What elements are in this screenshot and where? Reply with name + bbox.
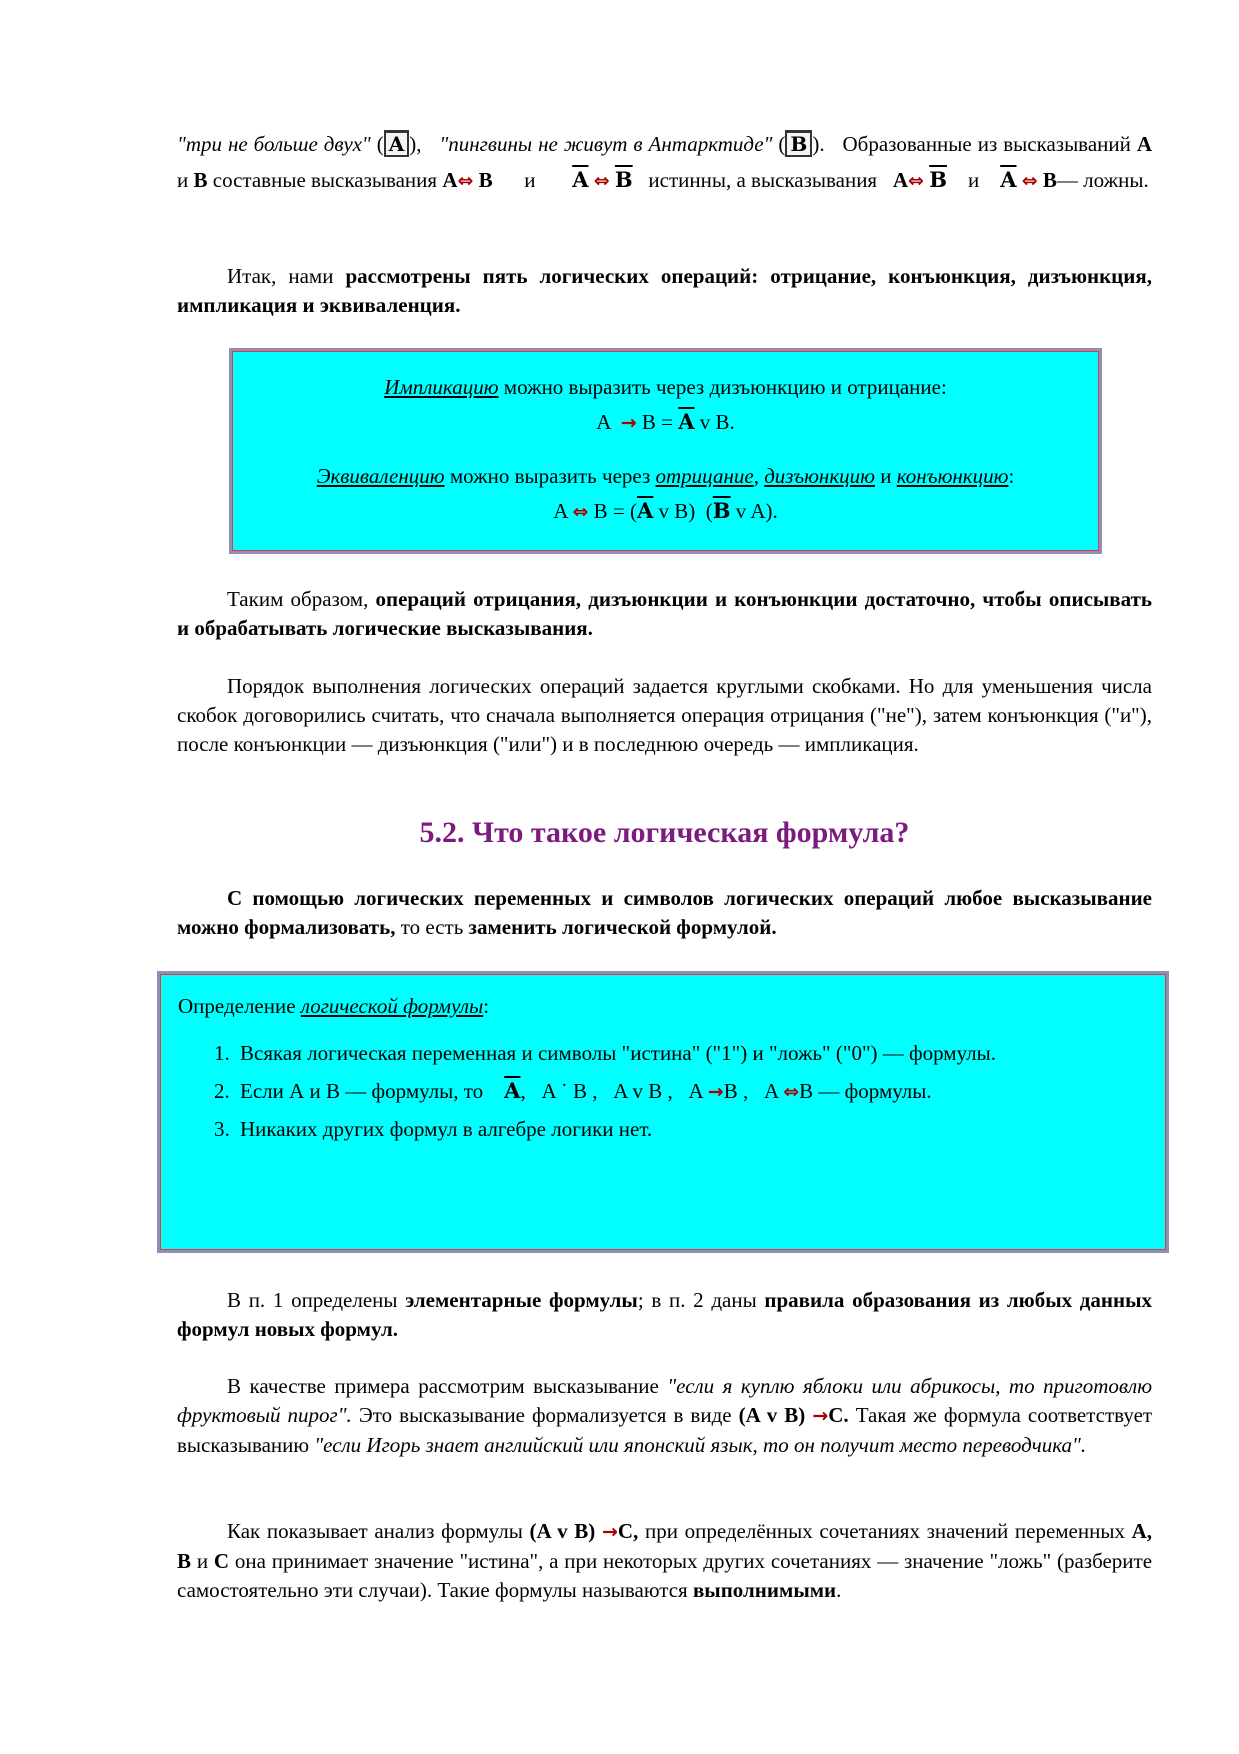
text: и (880, 464, 892, 488)
text: — ложны. (1056, 168, 1149, 192)
section-heading (177, 818, 1152, 847)
not-a-symbol: $\overline{A}$ (678, 409, 695, 434)
quote-penguins: "пингвины не живут в Антарктиде" (439, 132, 773, 156)
text: v B) (658, 499, 696, 523)
not-a-symbol: $\overline{A}$ (1000, 167, 1017, 192)
formula: C, (617, 1519, 639, 1543)
text: A (763, 1079, 778, 1103)
text: и (524, 168, 536, 192)
bold-text: элементарные формулы (405, 1288, 638, 1312)
var-b: B (193, 168, 208, 192)
arrow-icon: → (601, 1521, 618, 1543)
not-a-symbol: A (384, 130, 410, 157)
text: Итак, нами (227, 264, 334, 288)
paragraph-1: "три не больше двух" ( A ), "пингвины не живут в Антарктиде" ( B ). Образованные из высказываний A и B составные высказывания A⇔ B и $\overline{A}$ ⇔ $\overline{B}$ истинны, а высказывания A⇔ $\overline{B}$ и $\overline{A}$ ⇔ B— ложны. (177, 132, 1153, 192)
formula: (A v B) (738, 1403, 806, 1427)
definition-list (160, 1039, 1148, 1144)
equivalence-formula: A ⇔ $B = (\overline{A}$ v B) ($\overline{B}$ v A). (553, 498, 778, 523)
text: A (688, 1079, 703, 1103)
not-b-symbol: $\overline{B}$ (929, 167, 947, 192)
text: составные высказывания (212, 168, 438, 192)
text: Определение (178, 994, 296, 1018)
equiv-icon: ⇔ (593, 170, 610, 192)
text: и (196, 1549, 209, 1573)
text: A v B , (613, 1079, 673, 1103)
list-item: 1. Всякая логическая переменная и символы "истина" ("1") и "ложь" ("0") — формулы. (235, 1039, 1148, 1068)
formula: (A v B) (529, 1519, 596, 1543)
equiv-icon: ⇔ (572, 501, 589, 523)
text: можно выразить через (449, 464, 651, 488)
paragraph-7 (177, 1372, 1152, 1460)
bold-text: выполнимыми (692, 1578, 837, 1602)
paragraph-2 (177, 262, 1152, 320)
conjunction-link[interactable]: конъюнкцию (896, 464, 1009, 488)
text: Таким образом, (227, 587, 369, 611)
text: A (553, 499, 568, 523)
text: B = ( (593, 499, 637, 523)
text: то есть (400, 915, 464, 939)
bold-text: заменить логической формулой. (468, 915, 777, 939)
list-item: 2. Если А и В — формулы, то $\overline{A}$, A ˙ B , A v B , A →B , A ⇔B — формулы. (235, 1076, 1148, 1107)
text: B = (641, 410, 673, 434)
quote: "если я куплю яблоки или абрикосы, то приготовлю фруктовый пирог". (177, 1374, 1153, 1427)
text: A (596, 410, 611, 434)
negation-link[interactable]: отрицание (655, 464, 754, 488)
text: В качестве примера рассмотрим высказывание (227, 1374, 659, 1398)
var-b: B (1042, 168, 1057, 192)
note-box-implication: Импликацию можно выразить через дизъюнкцию и отрицание: $A \to B = \overline{A}$ v B. Эквиваленцию можно выразить через отрицание, дизъюнкцию и конъюнкцию: A ⇔ $B = (\overline{A}$ v B) ($\overline{B}$ v A). (229, 348, 1102, 554)
text: Если А и В — формулы, то (240, 1079, 484, 1103)
paragraph-4 (177, 672, 1152, 759)
text: В п. 1 определены (227, 1288, 398, 1312)
bold-text: операций отрицания, дизъюнкции и конъюнкции достаточно, чтобы описывать и обрабатывать логические высказывания. (177, 587, 1153, 640)
text: B (799, 1079, 814, 1103)
text: она принимает значение "истина", а при некоторых других сочетаниях — значение "ложь" (разберите самостоятельно эти случаи). Такие формулы называются (177, 1549, 1153, 1602)
not-b-symbol: $\overline{B}$ (614, 167, 633, 192)
section-title: 5.2. Что такое логическая формула? (419, 816, 910, 849)
text: — формулы. (818, 1079, 932, 1103)
text: истинны, а высказывания (648, 168, 878, 192)
text: Это высказывание формализуется в виде (358, 1403, 732, 1427)
variables: A, B (177, 1519, 1153, 1573)
text: . (836, 1578, 842, 1602)
text: Порядок выполнения логических операций задается круглыми скобками. Но для уменьшения числа скобок договорились считать, что сначала выполняется операция отрицания ("не"), затем конъюнкция ("и"), после конъюнкции — дизъюнкция ("или") и в последнюю очередь — импликация. (177, 674, 1152, 756)
var-b: B (478, 168, 493, 192)
quote: "если Игорь знает английский или японский язык, то он получит место переводчика". (314, 1433, 1087, 1457)
text: Образованные из высказываний (842, 132, 1131, 156)
equivalence-link[interactable]: Эквиваленцию (316, 464, 445, 488)
equiv-icon: ⇔ (457, 170, 474, 192)
bold-text: рассмотрены пять логических операций: отрицание, конъюнкция, дизъюнкция, импликация и эквиваленция. (177, 264, 1152, 317)
text: при определённых сочетаниях значений переменных (644, 1519, 1125, 1543)
paragraph-6 (177, 1286, 1152, 1344)
formula-link[interactable]: логической формулы (300, 994, 484, 1018)
list-item: 3. Никаких других формул в алгебре логики нет. (235, 1115, 1148, 1144)
text: v A). (735, 499, 778, 523)
var-a: A (1136, 132, 1153, 156)
paragraph-5 (177, 884, 1152, 942)
not-b-symbol: $\overline{B}$ (712, 498, 731, 523)
text: можно выразить через дизъюнкцию и отрицание: (503, 375, 947, 399)
variable: C (213, 1549, 230, 1573)
text: и (967, 168, 980, 192)
arrow-icon: → (812, 1405, 829, 1427)
disjunction-link[interactable]: дизъюнкцию (764, 464, 875, 488)
definition-box: Определение логической формулы: 1. Всякая логическая переменная и символы "истина" ("1") и "ложь" ("0") — формулы. 2. Если А и В — формулы, то $\overline{A}$, A ˙ B , A v B , A →B , A ⇔B — формулы. 3. Никаких других формул в алгебре логики нет. (157, 971, 1169, 1253)
not-a-symbol: $\overline{A}$ (504, 1078, 521, 1103)
var-a: A (442, 168, 458, 192)
arrow-icon: → (620, 412, 637, 434)
paragraph-3 (177, 585, 1152, 643)
text: Такая же формула соответствует высказыванию (177, 1403, 1153, 1457)
not-a-symbol: $\overline{A}$ (572, 167, 589, 192)
text: ; в п. 2 даны (637, 1288, 757, 1312)
text: Как показывает анализ формулы (227, 1519, 523, 1543)
implication-formula (232, 407, 1099, 438)
equiv-icon: ⇔ (908, 170, 924, 192)
equiv-icon: ⇔ (783, 1081, 800, 1103)
bold-text: С помощью логических переменных и символов логических операций любое высказывание можно формализовать, (177, 886, 1152, 939)
implication-link[interactable]: Импликацию (384, 375, 499, 399)
text: v B. (699, 410, 735, 434)
var-a: A (892, 168, 909, 192)
arrow-icon: → (707, 1081, 724, 1103)
bold-text: правила образования из любых данных формул новых формул. (177, 1288, 1153, 1341)
equiv-icon: ⇔ (1021, 170, 1038, 192)
formula: C. (828, 1403, 849, 1427)
paragraph-8 (177, 1517, 1152, 1605)
not-b-symbol: B (785, 130, 812, 157)
quote-three: "три не больше двух" (177, 132, 371, 156)
text: A ˙ B , (541, 1079, 598, 1103)
text: B , (723, 1079, 749, 1103)
not-a-symbol: $\overline{A}$ (636, 498, 654, 523)
